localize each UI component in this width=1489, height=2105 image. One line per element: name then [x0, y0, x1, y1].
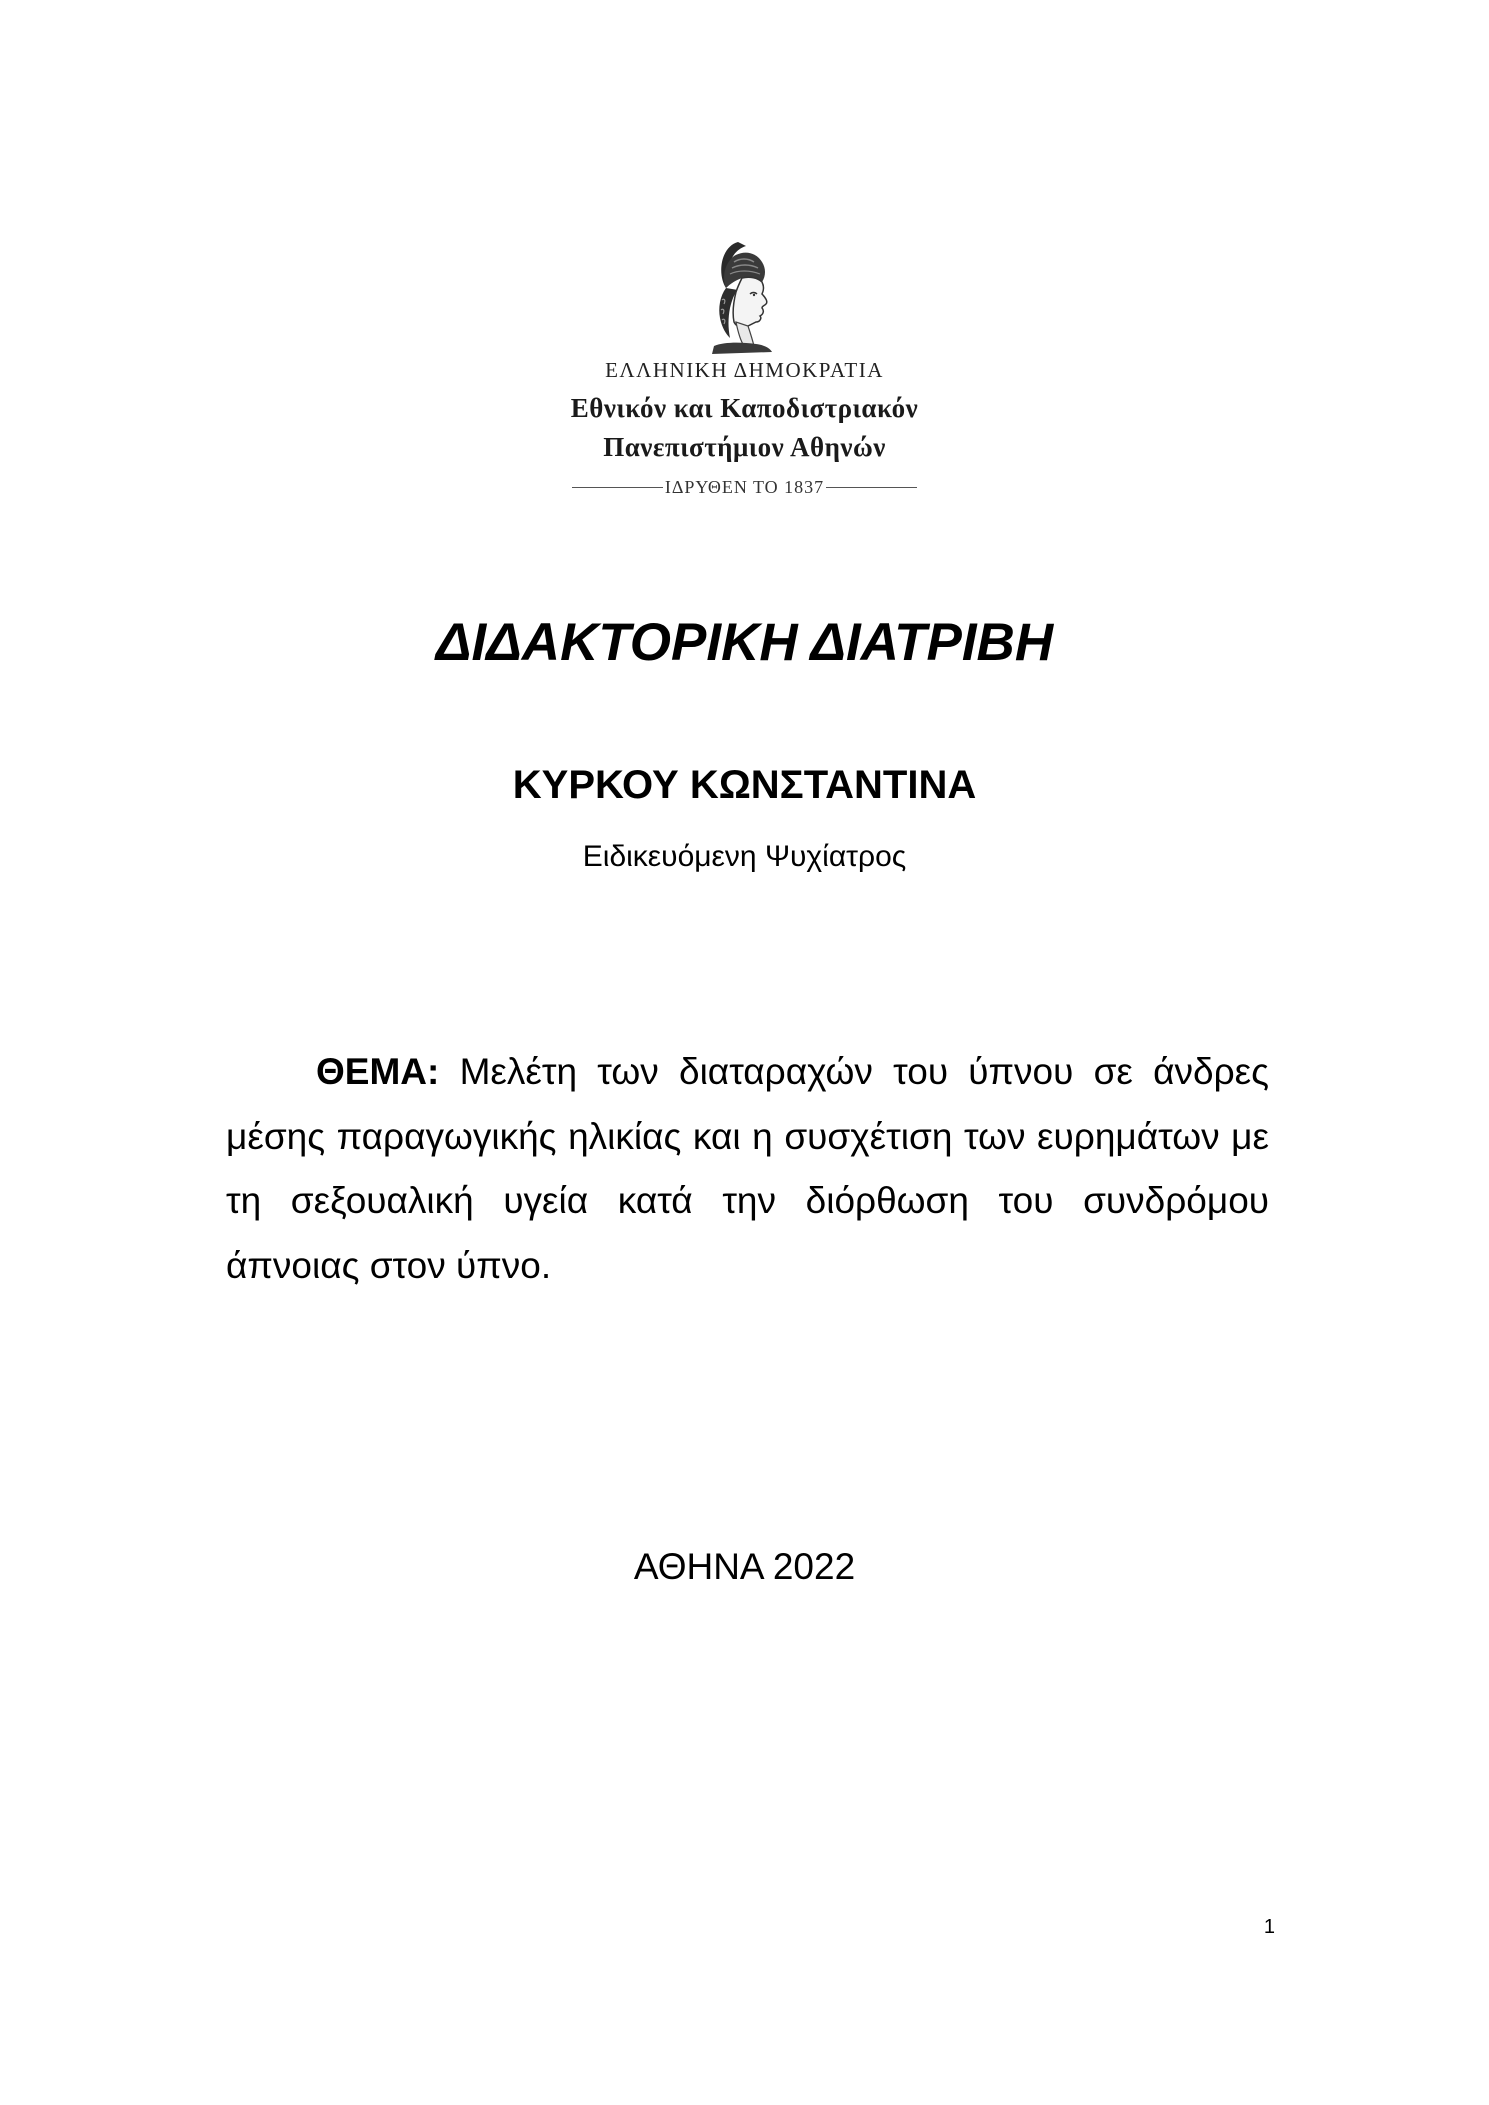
founded-label: ΙΔΡΥΘΕΝ ΤΟ 1837 [664, 476, 825, 497]
topic-text: Μελέτη των διαταραχών του ύπνου σε άνδρες μέσης παραγωγικής ηλικίας και η συσχέτιση των ευρημάτων με τη σεξουαλική υγεία κατά την διόρθωση του συνδρόμου άπνοιας στον ύπνο. [226, 1051, 1270, 1286]
athena-head-emblem-icon [700, 238, 782, 358]
republic-label: ΕΛΛΗΝΙΚΗ ΔΗΜΟΚΡΑΤΙΑ [605, 358, 884, 382]
founded-left-rule [572, 487, 663, 488]
author-name: ΚΥΡΚΟΥ ΚΩΝΣΤΑΝΤΙΝΑ [512, 763, 977, 807]
founded-right-rule [826, 487, 917, 488]
founded-line [572, 475, 917, 499]
topic-paragraph [226, 1040, 1269, 1298]
topic-label: ΘΕΜΑ: [316, 1051, 440, 1092]
document-type-title: ΔΙΔΑΚΤΟΡΙΚΗ ΔΙΑΤΡΙΒΗ [435, 613, 1054, 672]
university-name-line-2: Πανεπιστήμιον Αθηνών [603, 432, 886, 462]
page-number: 1 [1263, 1916, 1275, 1938]
university-name-line-1: Εθνικόν και Καποδιστριακόν [570, 393, 919, 423]
place-year: ΑΘΗΝΑ 2022 [633, 1546, 856, 1587]
author-role: Ειδικευόμενη Ψυχίατρος [582, 840, 907, 873]
